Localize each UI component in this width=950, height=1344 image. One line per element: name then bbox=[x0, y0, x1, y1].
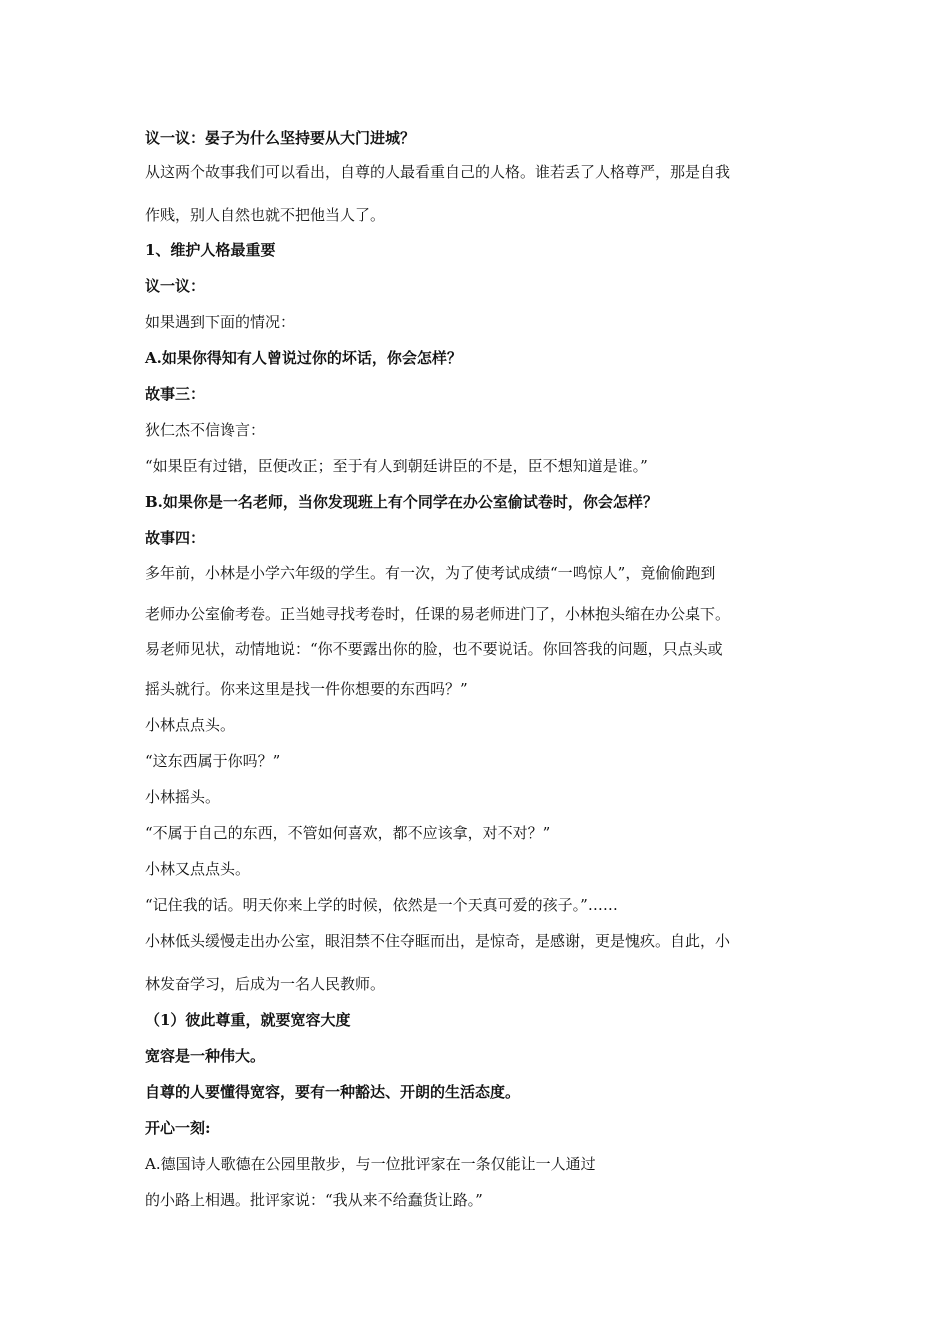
quote-line: “记住我的话。明天你来上学的时候，依然是一个天真可爱的孩子。”…… bbox=[145, 896, 618, 914]
section-heading: 1、维护人格最重要 bbox=[145, 241, 276, 259]
paragraph-line: 从这两个故事我们可以看出，自尊的人最看重自己的人格。谁若丢了人格尊严，那是自我 bbox=[145, 163, 731, 181]
quote-line: “如果臣有过错，臣便改正；至于有人到朝廷讲臣的不是，臣不想知道是谁。” bbox=[145, 457, 648, 475]
question-heading: B.如果你是一名老师，当你发现班上有个同学在办公室偷试卷时，你会怎样？ bbox=[145, 493, 658, 511]
discussion-heading: 议一议： bbox=[145, 277, 206, 295]
paragraph-line: 小林又点点头。 bbox=[145, 860, 251, 878]
paragraph-line: A.德国诗人歌德在公园里散步，与一位批评家在一条仅能让一人通过 bbox=[145, 1155, 596, 1173]
question-heading: 议一议：晏子为什么坚持要从大门进城？ bbox=[145, 129, 416, 147]
story-heading: 故事三： bbox=[145, 385, 206, 403]
paragraph-line: 狄仁杰不信谗言： bbox=[145, 421, 266, 439]
paragraph-line: 小林摇头。 bbox=[145, 788, 221, 806]
quote-line: “不属于自己的东西，不管如何喜欢，都不应该拿，对不对？” bbox=[145, 824, 551, 842]
paragraph-line: 易老师见状，动情地说：“你不要露出你的脸，也不要说话。你回答我的问题，只点头或 bbox=[145, 640, 723, 658]
emphasis-line: 自尊的人要懂得宽容，要有一种豁达、开朗的生活态度。 bbox=[145, 1083, 521, 1101]
paragraph-line: 多年前，小林是小学六年级的学生。有一次，为了使考试成绩“一鸣惊人”，竟偷偷跑到 bbox=[145, 564, 716, 582]
quote-line: “这东西属于你吗？” bbox=[145, 752, 281, 770]
story-heading: 故事四： bbox=[145, 529, 206, 547]
emphasis-line: 宽容是一种伟大。 bbox=[145, 1047, 266, 1065]
paragraph-line: 小林低头缓慢走出办公室，眼泪禁不住夺眶而出，是惊奇，是感谢，更是愧疚。自此，小 bbox=[145, 932, 731, 950]
question-heading: A.如果你得知有人曾说过你的坏话，你会怎样？ bbox=[145, 349, 462, 367]
paragraph-line: 摇头就行。你来这里是找一件你想要的东西吗？” bbox=[145, 680, 468, 698]
paragraph-line: 的小路上相遇。批评家说：“我从来不给蠢货让路。” bbox=[145, 1191, 483, 1209]
paragraph-line: 如果遇到下面的情况： bbox=[145, 313, 296, 331]
paragraph-line: 老师办公室偷考卷。正当她寻找考卷时，任课的易老师进门了，小林抱头缩在办公桌下。 bbox=[145, 605, 731, 623]
paragraph-line: 林发奋学习，后成为一名人民教师。 bbox=[145, 975, 386, 993]
paragraph-line: 作贱，别人自然也就不把他当人了。 bbox=[145, 206, 386, 224]
paragraph-line: 小林点点头。 bbox=[145, 716, 236, 734]
subsection-heading: （1）彼此尊重，就要宽容大度 bbox=[145, 1011, 351, 1029]
section-heading: 开心一刻: bbox=[145, 1119, 211, 1137]
